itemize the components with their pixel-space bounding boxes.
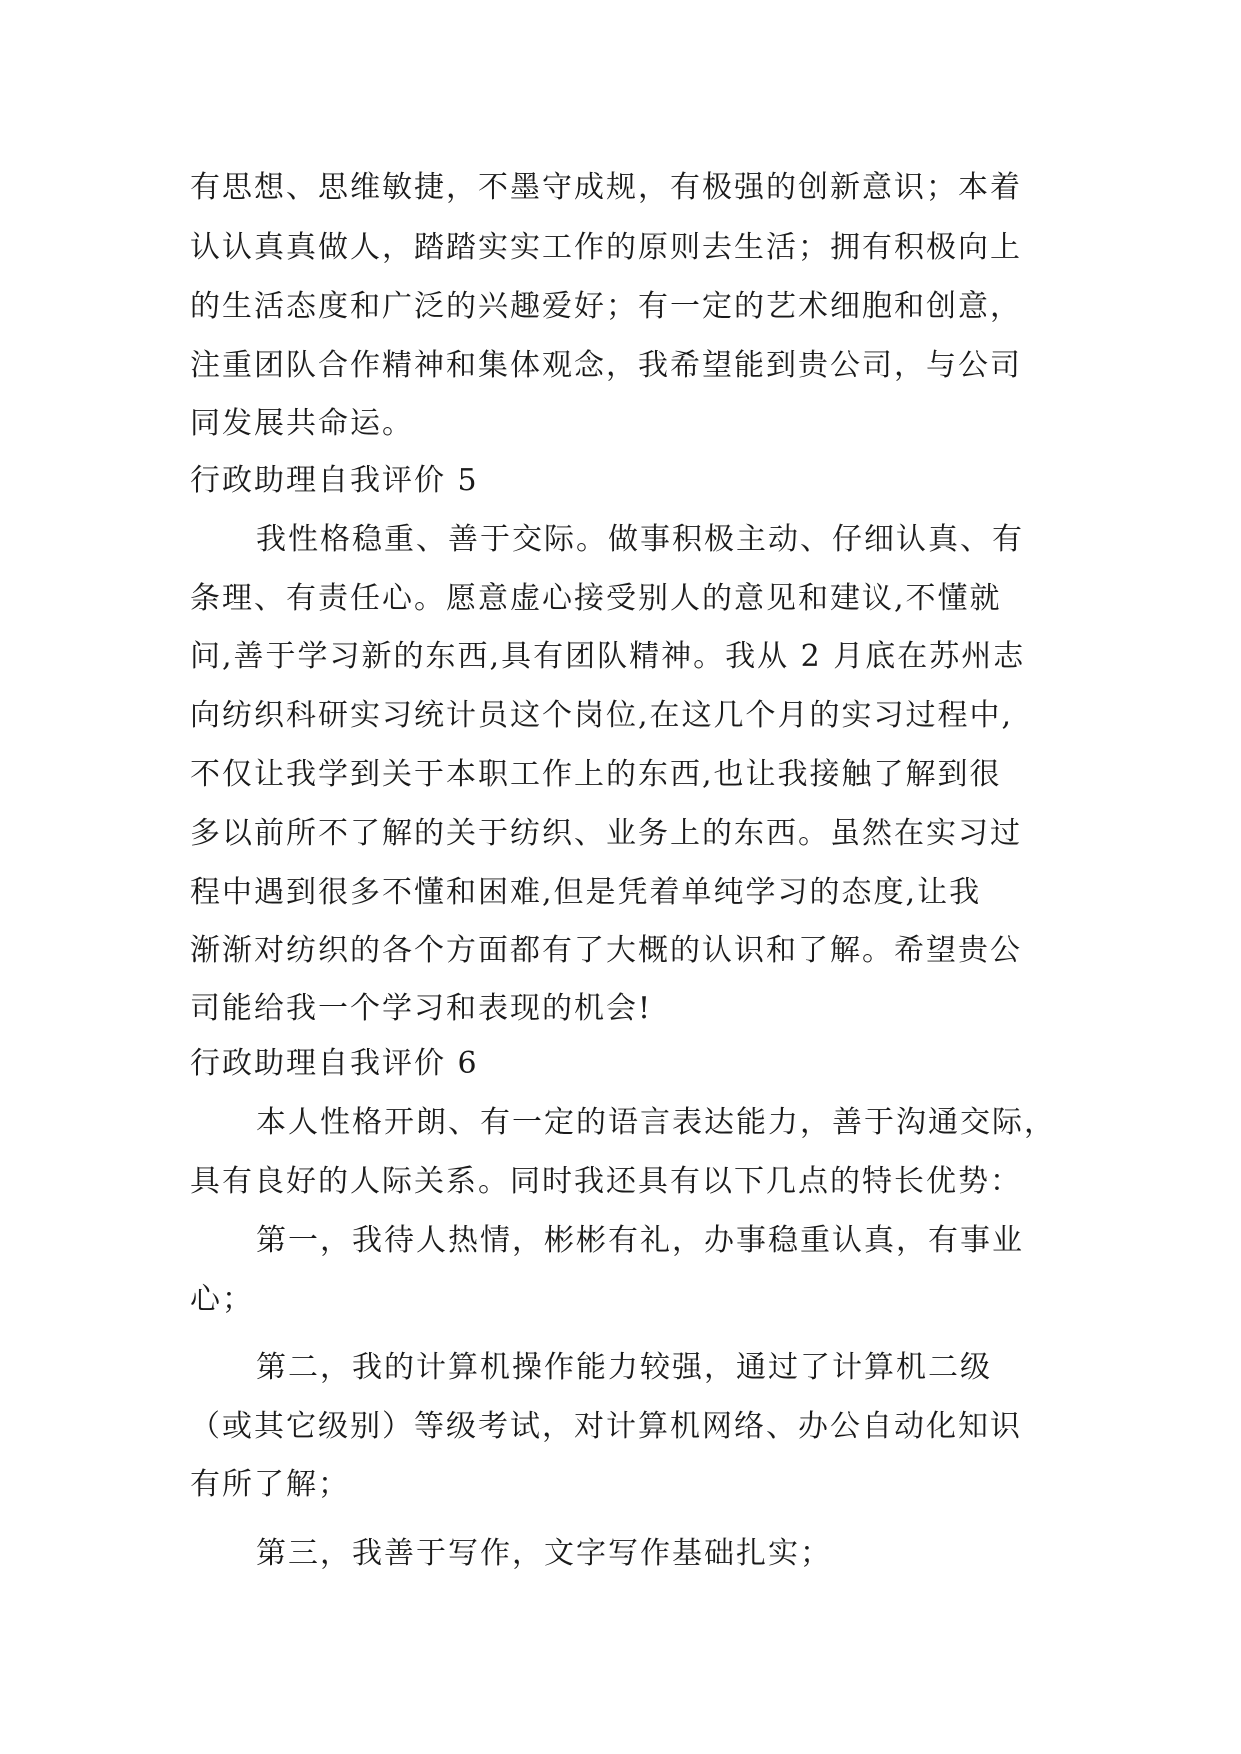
paragraph-line: 认认真真做人，踏踏实实工作的原则去生活；拥有积极向上	[190, 230, 1022, 265]
section-heading: 行政助理自我评价 5	[190, 463, 479, 498]
paragraph-line: 不仅让我学到关于本职工作上的东西,也让我接触了解到很	[190, 757, 1002, 792]
paragraph-line: 本人性格开朗、有一定的语言表达能力，善于沟通交际，	[256, 1105, 1056, 1140]
paragraph-line: 有所了解；	[190, 1467, 350, 1502]
paragraph-line: 第二，我的计算机操作能力较强，通过了计算机二级	[256, 1350, 992, 1385]
paragraph-line: 心；	[190, 1282, 254, 1317]
paragraph-line: 我性格稳重、善于交际。做事积极主动、仔细认真、有	[256, 522, 1024, 557]
paragraph-line: 第一，我待人热情，彬彬有礼，办事稳重认真，有事业	[256, 1223, 1024, 1258]
paragraph-line: 注重团队合作精神和集体观念，我希望能到贵公司，与公司	[190, 348, 1022, 383]
paragraph-line: （或其它级别）等级考试，对计算机网络、办公自动化知识	[190, 1409, 1022, 1444]
paragraph-line: 问,善于学习新的东西,具有团队精神。我从 2 月底在苏州志	[190, 639, 1026, 674]
paragraph-line: 同发展共命运。	[190, 406, 414, 441]
section-heading: 行政助理自我评价 6	[190, 1046, 479, 1081]
paragraph-line: 司能给我一个学习和表现的机会!	[190, 991, 653, 1026]
paragraph-line: 向纺织科研实习统计员这个岗位,在这几个月的实习过程中,	[190, 698, 1014, 733]
paragraph-line: 程中遇到很多不懂和困难,但是凭着单纯学习的态度,让我	[190, 875, 982, 910]
paragraph-line: 第三，我善于写作，文字写作基础扎实；	[256, 1536, 832, 1571]
paragraph-line: 的生活态度和广泛的兴趣爱好；有一定的艺术细胞和创意，	[190, 289, 1022, 324]
paragraph-line: 渐渐对纺织的各个方面都有了大概的认识和了解。希望贵公	[190, 933, 1022, 968]
paragraph-line: 多以前所不了解的关于纺织、业务上的东西。虽然在实习过	[190, 816, 1022, 851]
paragraph-line: 条理、有责任心。愿意虚心接受别人的意见和建议,不懂就	[190, 581, 1002, 616]
paragraph-line: 具有良好的人际关系。同时我还具有以下几点的特长优势：	[190, 1164, 1022, 1199]
paragraph-line: 有思想、思维敏捷，不墨守成规，有极强的创新意识；本着	[190, 170, 1022, 205]
